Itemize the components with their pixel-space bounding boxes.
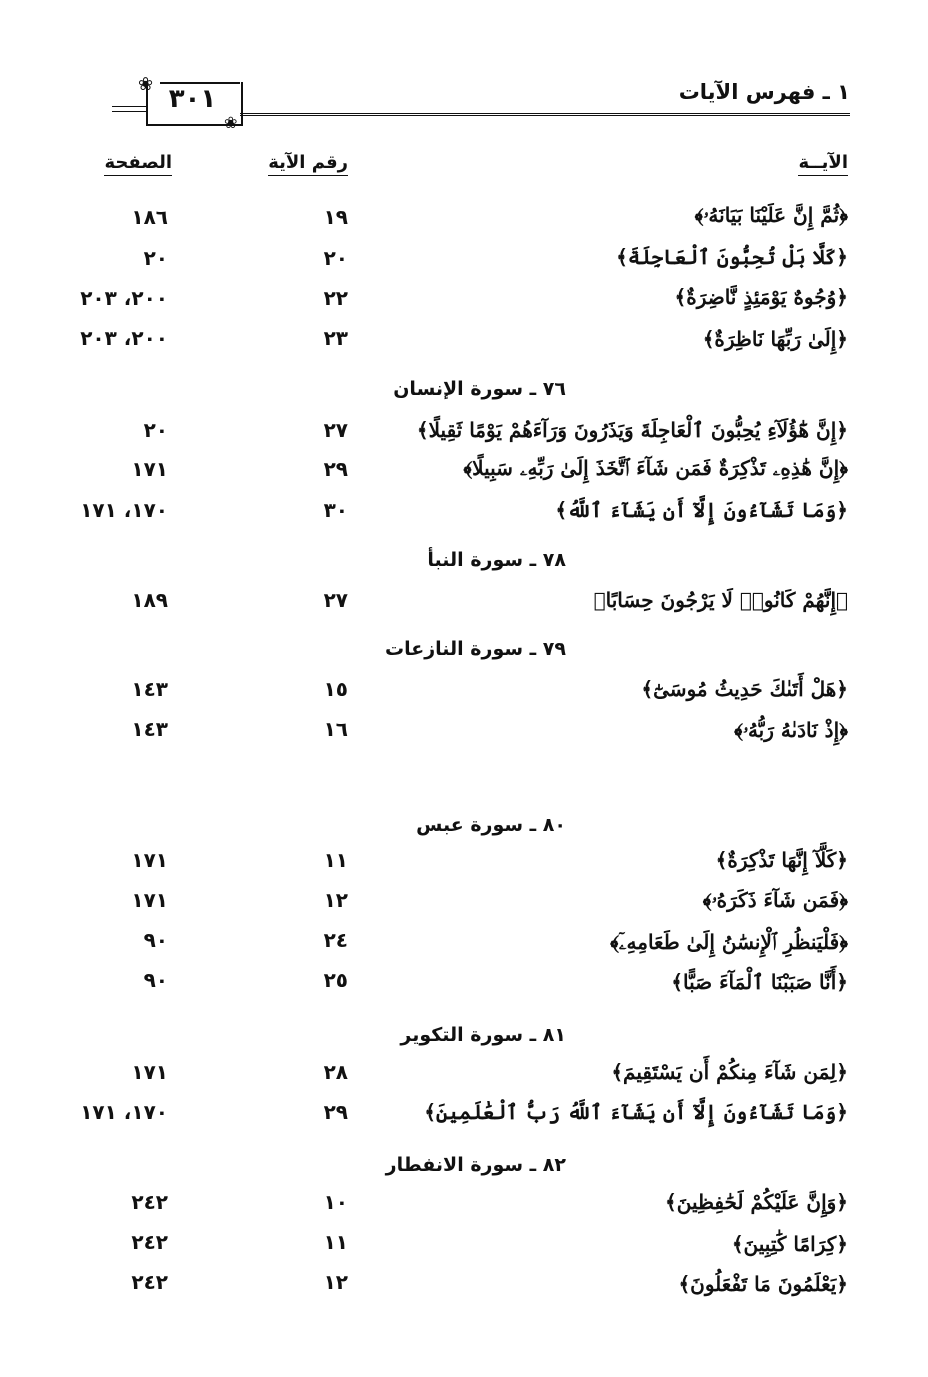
verse-text: ﴿هَلْ أَتَىٰكَ حَدِيثُ مُوسَىٰٓ﴾ [641, 677, 848, 701]
aya-number: ٢٧ [323, 418, 348, 442]
page-ref: ١٨٦ [131, 205, 168, 229]
header-rule-left [112, 106, 148, 112]
page-ref: ٢٠ [143, 246, 168, 270]
verse-text: ﴿ثُمَّ إِنَّ عَلَيْنَا بَيَانَهُۥ﴾ [694, 203, 848, 227]
page-ref: ١٧٠، ١٧١ [80, 498, 168, 522]
aya-number: ٢٧ [323, 588, 348, 612]
surah-heading: ٧٦ ـ سورة الإنسان [393, 378, 566, 400]
verse-text: ﴿وَمَا تَشَآءُونَ إِلَّآ أَن يَشَآءَ ٱللَّهُ﴾ [555, 498, 848, 522]
aya-number: ١٠ [323, 1190, 348, 1214]
aya-number: ١٢ [323, 888, 348, 912]
page-ref: ٢٠ [143, 418, 168, 442]
column-heading-aya-label: رقم الآية [268, 152, 348, 176]
page-ref: ١٧١ [131, 888, 168, 912]
ornament-icon: ❀ [138, 74, 154, 95]
verse-text: ﴿يَعْلَمُونَ مَا تَفْعَلُونَ﴾ [678, 1272, 848, 1296]
page-ref: ٢٤٢ [131, 1230, 168, 1254]
aya-number: ٣٠ [323, 498, 348, 522]
page-ref: ١٧١ [131, 1060, 168, 1084]
page-ref: ١٧١ [131, 457, 168, 481]
verse-text: ﴿فَمَن شَآءَ ذَكَرَهُۥ﴾ [702, 888, 848, 912]
page-ref: ٢٤٢ [131, 1270, 168, 1294]
verse-text: ﴿إِلَىٰ رَبِّهَا نَاظِرَةٌ﴾ [702, 327, 848, 351]
surah-heading: ٨٢ ـ سورة الانفطار [385, 1154, 566, 1176]
verse-text: ﴿إِنَّ هَٰٓؤُلَآءِ يُحِبُّونَ ٱلْعَاجِلَةَ وَيَذَرُونَ وَرَآءَهُمْ يَوْمًا ثَقِيلًا﴾ [416, 418, 848, 442]
column-heading-aya-number [268, 152, 348, 173]
verse-text: ﴿لِمَن شَآءَ مِنكُمْ أَن يَسْتَقِيمَ﴾ [611, 1060, 848, 1084]
verse-text: ﴿إِذْ نَادَىٰهُ رَبُّهُۥ﴾ [734, 718, 848, 742]
verse-text: ﴿كَلَّآ إِنَّهَا تَذْكِرَةٌ﴾ [715, 848, 848, 872]
column-heading-page-label: الصفحة [104, 152, 172, 176]
aya-number: ١٥ [323, 677, 348, 701]
surah-heading: ٧٨ ـ سورة النبأ [427, 549, 566, 571]
page-number: ٣٠١ [168, 84, 217, 114]
page-ref: ٩٠ [143, 928, 168, 952]
aya-number: ١٩ [323, 205, 348, 229]
verse-text: ﴿إِنَّ هَٰذِهِۦ تَذْكِرَةٌ فَمَن شَآءَ ٱتَّخَذَ إِلَىٰ رَبِّهِۦ سَبِيلًا﴾ [463, 456, 848, 480]
aya-number: ٢٩ [323, 1100, 348, 1124]
verse-text: ﴿وَإِنَّ عَلَيْكُمْ لَحَٰفِظِينَ﴾ [665, 1190, 848, 1214]
page-ref: ١٤٣ [131, 717, 168, 741]
aya-number: ١٦ [323, 717, 348, 741]
ornament-icon: ❀ [224, 113, 238, 132]
page-ref: ١٨٩ [131, 588, 168, 612]
page-ref: ٢٤٢ [131, 1190, 168, 1214]
page-ref: ٢٠٠، ٢٠٣ [80, 286, 168, 310]
aya-number: ١٢ [323, 1270, 348, 1294]
header-rule [240, 113, 850, 119]
page-ref: ٢٠٠، ٢٠٣ [80, 326, 168, 350]
aya-number: ١١ [323, 1230, 348, 1254]
page-ref: ١٤٣ [131, 677, 168, 701]
verse-text: ﴿كَلَّا بَلْ تُحِبُّونَ ٱلْعَاجِلَةَ﴾ [616, 245, 848, 269]
verse-text: ﴿إِنَّهُمْ كَانُوا۟ لَا يَرْجُونَ حِسَابًا﴾ [593, 588, 848, 612]
verse-text: ﴿فَلْيَنظُرِ ٱلْإِنسَٰنُ إِلَىٰ طَعَامِهِۦٓ﴾ [610, 930, 848, 954]
aya-number: ٢٣ [323, 326, 348, 350]
column-heading-page [104, 152, 172, 173]
surah-heading: ٨٠ ـ سورة عبس [416, 814, 566, 836]
aya-number: ٢٢ [323, 286, 348, 310]
verse-text: ﴿كِرَامًا كَٰتِبِينَ﴾ [731, 1232, 848, 1256]
verse-text: ﴿وُجُوهٌ يَوْمَئِذٍ نَّاضِرَةٌ﴾ [674, 285, 848, 309]
aya-number: ٢٩ [323, 457, 348, 481]
aya-number: ٢٥ [323, 968, 348, 992]
aya-number: ٢٨ [323, 1060, 348, 1084]
page-ref: ١٧١ [131, 848, 168, 872]
aya-number: ٢٤ [323, 928, 348, 952]
page-ref: ٩٠ [143, 968, 168, 992]
page-ref: ١٧٠، ١٧١ [80, 1100, 168, 1124]
verse-text: ﴿وَمَا تَشَآءُونَ إِلَّآ أَن يَشَآءَ ٱللَّهُ رَبُّ ٱلْعَٰلَمِينَ﴾ [424, 1100, 848, 1124]
aya-number: ١١ [323, 848, 348, 872]
surah-heading: ٨١ ـ سورة التكوير [400, 1024, 566, 1046]
column-heading-verse [798, 152, 848, 173]
aya-number: ٢٠ [323, 246, 348, 270]
page-title: ١ ـ فهرس الآيات [678, 80, 850, 104]
surah-heading: ٧٩ ـ سورة النازعات [385, 638, 566, 660]
column-heading-verse-label: الآيــة [798, 152, 848, 176]
verse-text: ﴿أَنَّا صَبَبْنَا ٱلْمَآءَ صَبًّا﴾ [671, 970, 848, 994]
